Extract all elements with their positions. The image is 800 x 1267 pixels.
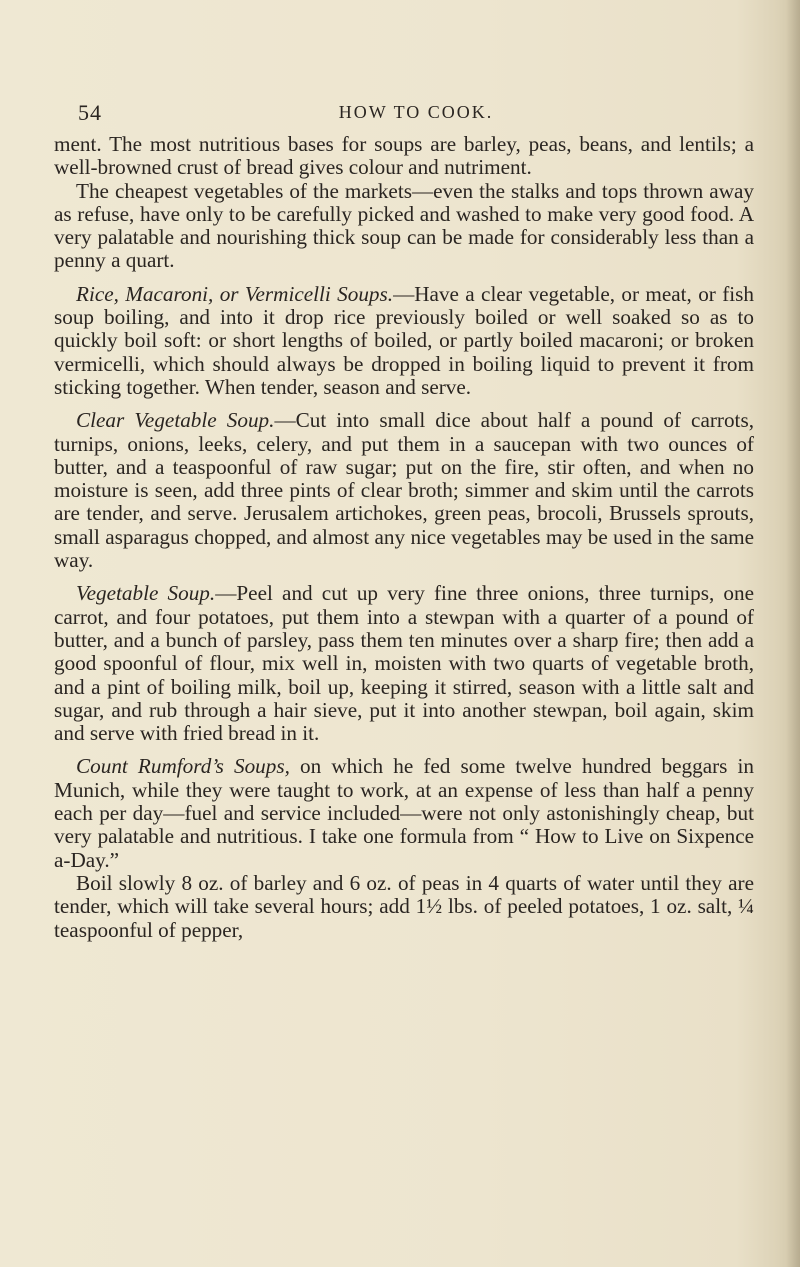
paragraph-text: Boil slowly 8 oz. of barley and 6 oz. of peas in 4 quarts of water until they are tender, which will take several hours; add 1½ lbs. of peeled potatoes, 1 oz. salt, ¼ teaspoonful of pepper, <box>54 870 754 942</box>
recipe-heading: Vegetable Soup. <box>76 581 216 606</box>
recipe-text: —Cut into small dice about half a pound of carrots, turnips, onions, leeks, celery, and put them in a saucepan with two ounces of butter, and a teaspoonful of raw sugar; put on the fire, stir often, and when no moisture is seen, add three pints of clear broth; simmer and skim until the carrots are tender, and serve. Jerusalem artichokes, green peas, brocoli, Brussels sprouts, small asparagus chopped, and almost any nice vegetables may be used in the same way. <box>54 408 754 573</box>
paragraph-continuation <box>54 133 754 180</box>
page-number: 54 <box>78 100 102 125</box>
paragraph-cheap-vegetables <box>54 180 754 273</box>
paragraph-text: ment. The most nutritious bases for soups are barley, peas, beans, and lentils; a well-browned crust of bread gives colour and nutriment. <box>54 132 754 180</box>
recipe-rice-macaroni-vermicelli <box>54 283 754 399</box>
recipe-heading: Count Rumford’s Soups, <box>76 754 290 779</box>
paragraph-rumford-formula <box>54 872 754 942</box>
recipe-vegetable-soup <box>54 582 754 745</box>
recipe-clear-vegetable-soup <box>54 409 754 572</box>
recipe-text: on which he fed some twelve hundred beggars in Munich, while they were taught to work, at an expense of less than half a penny each per day—fuel and service included—were not only astonishingly cheap, but very palatable and nutritious. I take one formula from “ How to Live on Sixpence a-Day.” <box>54 754 754 872</box>
recipe-count-rumfords-soups <box>54 755 754 871</box>
recipe-heading: Clear Vegetable Soup. <box>76 408 275 433</box>
paragraph-text: The cheapest vegetables of the markets—even the stalks and tops thrown away as refuse, have only to be carefully picked and washed to make very good food. A very palatable and nourishing thick soup can be made for considerably less than a penny a quart. <box>54 178 754 273</box>
recipe-heading: Rice, Macaroni, or Vermicelli Soups. <box>76 281 394 306</box>
page-header <box>78 100 754 130</box>
body-text <box>54 133 754 942</box>
running-title: HOW TO COOK. <box>338 102 494 122</box>
recipe-text: —Have a clear vegetable, or meat, or fish soup boiling, and into it drop rice previously boiled or well soaked so as to quickly boil soft: or short lengths of boiled, or partly boiled macaroni; or broken vermicelli, which should always be dropped in boiling liquid to prevent it from sticking together. When tender, season and serve. <box>54 281 754 399</box>
recipe-text: —Peel and cut up very fine three onions, three turnips, one carrot, and four potatoes, put them into a stewpan with a quarter of a pound of butter, and a bunch of parsley, pass them ten minutes over a sharp fire; then add a good spoonful of flour, mix well in, moisten with two quarts of vegetable broth, and a pint of boiling milk, boil up, keeping it stirred, season with a little salt and sugar, and rub through a hair sieve, put it into another stewpan, boil again, skim and serve with fried bread in it. <box>54 581 755 746</box>
page-edge-shadow <box>786 0 800 1267</box>
